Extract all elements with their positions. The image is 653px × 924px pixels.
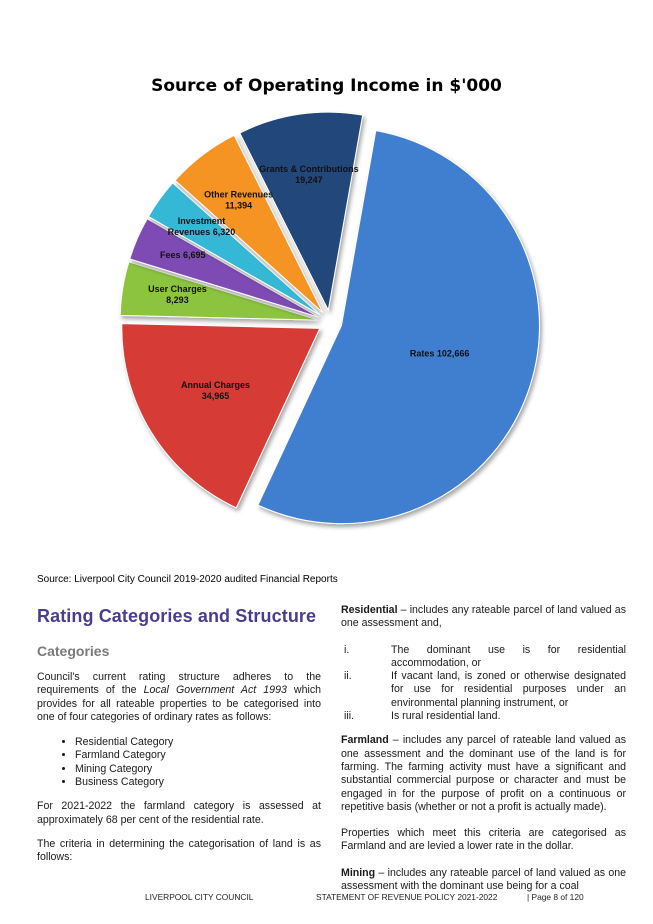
- slice-label: Fees 6,695: [159, 250, 206, 261]
- properties-note: Properties which meet this criteria are categorised as Farmland and are levied a lower rate in the dollar.: [341, 827, 626, 853]
- list-item: iii. Is rural residential land.: [344, 710, 501, 723]
- left-column: [37, 606, 321, 865]
- footer-council: LIVERPOOL CITY COUNCIL: [145, 892, 254, 902]
- list-item: • Business Category: [75, 776, 321, 789]
- intro-paragraph: Council's current rating structure adheres to the requirements of the Local Government Act 1993 which provides for all rateable properties to be categorised into one of four categories of ordinary rates as follows:: [37, 671, 322, 723]
- list-item: ii. If vacant land, is zoned or otherwise designated for use for residential purposes under an environmental planning instrument, or: [344, 670, 626, 709]
- farmland-note: For 2021-2022 the farmland category is assessed at approximately 68 per cent of the residential rate.: [37, 800, 321, 826]
- list-item: i. The dominant use is for residential accommodation, or: [344, 643, 626, 669]
- residential-paragraph: Residential – includes any rateable parcel of land valued as one assessment and,: [341, 604, 626, 630]
- slice-label: Investment Revenues 6,320: [167, 216, 236, 238]
- section-heading: Rating Categories and Structure: [37, 606, 317, 626]
- list-item: • Residential Category: [75, 736, 321, 749]
- mining-term: Mining: [341, 866, 376, 879]
- residential-criteria-list: [341, 644, 626, 724]
- slice-label: Rates 102,666: [409, 348, 470, 359]
- act-name: Local Government Act 1993: [143, 684, 287, 697]
- footer-document: STATEMENT OF REVENUE POLICY 2021-2022: [316, 892, 498, 902]
- slice-label: Grants & Contributions 19,247: [259, 163, 359, 185]
- slice-label: Annual Charges 34,965: [181, 380, 251, 402]
- sub-heading: Categories: [37, 643, 110, 659]
- list-item: • Mining Category: [75, 763, 321, 776]
- farmland-term: Farmland: [341, 734, 389, 747]
- farmland-paragraph: Farmland – includes any parcel of rateable land valued as one assessment and the dominant use of the land is for farming. The farming activity must have a significant and substantial commercial purpose or character and must be engaged in for the purpose of profit on a continuous or repetitive basis (whether or not a profit is actually made).: [341, 734, 626, 813]
- slice-label: Other Revenues 11,394: [204, 189, 274, 211]
- right-column: [341, 604, 626, 893]
- source-note: Source: Liverpool City Council 2019-2020 audited Financial Reports: [37, 574, 338, 585]
- criteria-note: The criteria in determining the categorisation of land is as follows:: [37, 837, 321, 864]
- category-list: [37, 736, 321, 789]
- slice-label: User Charges 8,293: [148, 284, 207, 306]
- mining-paragraph: Mining – includes any rateable parcel of land valued as one assessment with the dominant use being for a coal: [341, 866, 626, 893]
- list-item: • Farmland Category: [75, 749, 321, 762]
- footer-page: | Page 8 of 120: [527, 892, 584, 902]
- chart-title: Source of Operating Income in $'000: [151, 76, 502, 96]
- residential-term: Residential: [341, 604, 398, 616]
